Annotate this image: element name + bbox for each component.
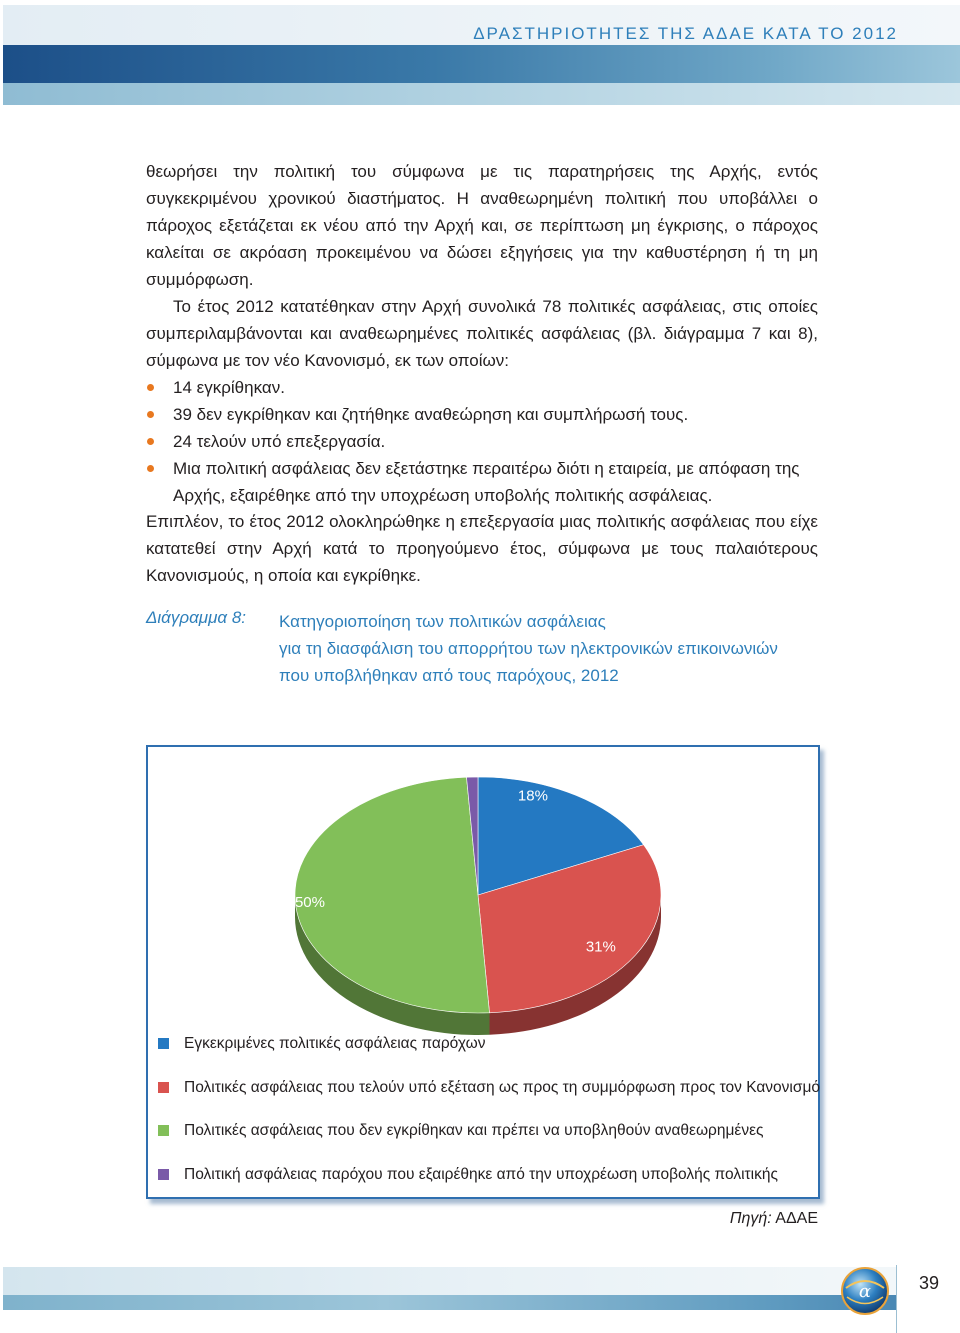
source-label: Πηγή: bbox=[729, 1210, 772, 1227]
figure-caption-line: Κατηγοριοποίηση των πολιτικών ασφάλειας bbox=[279, 612, 606, 631]
bullet-item bbox=[146, 374, 818, 401]
legend-label: Πολιτική ασφάλειας παρόχου που εξαιρέθηκε από την υποχρέωση υποβολής πολιτικής bbox=[184, 1165, 778, 1183]
pie-data-label: 18% bbox=[517, 787, 548, 805]
footer-band bbox=[3, 1267, 960, 1295]
chart-legend bbox=[158, 1033, 818, 1207]
paragraph-3: Επιπλέον, το έτος 2012 ολοκληρώθηκε η επεξεργασία μιας πολιτικής ασφάλειας που είχε κατατεθεί στην Αρχή κατά το προηγούμενο έτος, σύμφωνα με τους παλαιότερους Κανονισμούς, η οποία και εγκρίθηκε. bbox=[146, 512, 818, 585]
bullet-dot-icon bbox=[147, 438, 154, 445]
svg-text:α: α bbox=[858, 1281, 872, 1302]
legend-swatch bbox=[158, 1125, 169, 1136]
globe-logo-icon bbox=[838, 1264, 892, 1318]
bullet-list bbox=[146, 374, 818, 509]
legend-item bbox=[158, 1033, 818, 1077]
running-header-title: ΔΡΑΣΤΗΡΙΟΤΗΤΕΣ ΤΗΣ ΑΔΑΕ ΚΑΤΑ ΤΟ 2012 bbox=[473, 24, 898, 43]
footer-bar bbox=[3, 1295, 960, 1310]
bullet-dot-icon bbox=[147, 384, 154, 391]
bullet-item bbox=[146, 455, 818, 509]
page-number: 39 bbox=[918, 1273, 940, 1293]
figure-caption-line: που υποβλήθηκαν από τους παρόχους, 2012 bbox=[279, 666, 619, 685]
legend-swatch bbox=[158, 1169, 169, 1180]
pie-chart-panel bbox=[146, 745, 820, 1199]
legend-label: Πολιτικές ασφάλειας που δεν εγκρίθηκαν και πρέπει να υποβληθούν αναθεωρημένες bbox=[184, 1122, 764, 1139]
figure-label: Διάγραμμα 8: bbox=[146, 608, 247, 627]
paragraph-1: θεωρήσει την πολιτική του σύμφωνα με τις παρατηρήσεις της Αρχής, εντός συγκεκριμένου χρονικού διαστήματος. Η αναθεωρημένη πολιτική που υποβάλλει ο πάροχος εξετάζεται εκ νέου από την Αρχή και, σε περίπτωση μη έγκρισης, ο πάροχος καλείται σε ακρόαση προκειμένου να δώσει εξηγήσεις για την καθυστέρηση ή τη μη συμμόρφωση. bbox=[146, 162, 818, 289]
paragraph-2: Το έτος 2012 κατατέθηκαν στην Αρχή συνολικά 78 πολιτικές ασφάλειας, στις οποίες συμπεριλαμβάνονται και αναθεωρημένες πολιτικές ασφάλειας (βλ. διάγραμμα 7 και 8), σύμφωνα με τον νέο Κανονισμό, εκ των οποίων: bbox=[146, 297, 818, 370]
legend-swatch bbox=[158, 1082, 169, 1093]
legend-label: Εγκεκριμένες πολιτικές ασφάλειας παρόχων bbox=[184, 1035, 486, 1052]
pie-data-label: 1% bbox=[459, 760, 481, 778]
figure-caption-line: για τη διασφάλιση του απορρήτου των ηλεκτρονικών επικοινωνιών bbox=[279, 639, 778, 658]
legend-item bbox=[158, 1077, 818, 1121]
figure-caption bbox=[279, 608, 778, 689]
pie-data-label: 31% bbox=[585, 938, 616, 956]
bullet-text: 14 εγκρίθηκαν. bbox=[173, 378, 285, 397]
source-value: ΑΔΑΕ bbox=[775, 1210, 818, 1227]
bullet-dot-icon bbox=[147, 411, 154, 418]
bullet-text: Μια πολιτική ασφάλειας δεν εξετάστηκε περαιτέρω διότι η εταιρεία, με απόφαση της Αρχής, εξαιρέθηκε από την υποχρέωση υποβολής πολιτικής ασφάλειας. bbox=[173, 459, 800, 505]
pie-chart bbox=[148, 747, 818, 1037]
bullet-item bbox=[146, 401, 818, 428]
legend-item bbox=[158, 1164, 818, 1208]
pie-data-label: 50% bbox=[294, 894, 325, 912]
chart-source bbox=[730, 1210, 818, 1228]
legend-item bbox=[158, 1120, 818, 1164]
bullet-dot-icon bbox=[147, 465, 154, 472]
bullet-item bbox=[146, 428, 818, 455]
page-number-box bbox=[896, 1265, 960, 1333]
legend-label: Πολιτικές ασφάλειας που τελούν υπό εξέταση ως προς τη συμμόρφωση προς τον Κανονισμό bbox=[184, 1078, 820, 1096]
bullet-text: 39 δεν εγκρίθηκαν και ζητήθηκε αναθεώρηση και συμπλήρωσή τους. bbox=[173, 405, 689, 424]
header-bar bbox=[3, 45, 960, 83]
header-strip bbox=[3, 83, 960, 105]
legend-swatch bbox=[158, 1038, 169, 1049]
bullet-text: 24 τελούν υπό επεξεργασία. bbox=[173, 432, 386, 451]
